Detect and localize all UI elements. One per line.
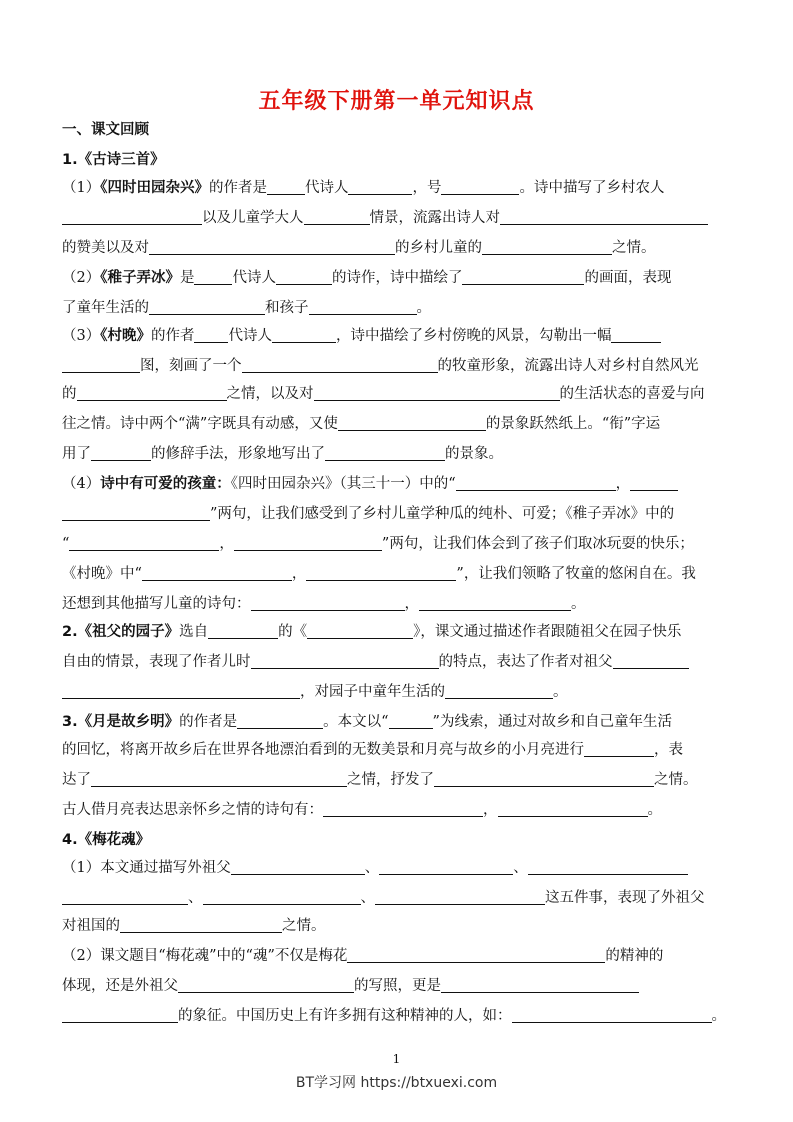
item1-p3-line4: 往之情。诗中两个“满”字既具有动感，又使 的景象跃然纸上。“衔”字运 — [62, 416, 661, 432]
fill-blank[interactable] — [441, 977, 639, 993]
item4-p2-line1: （2）课文题目“梅花魂”中的“魂”不仅是梅花 的精神的 — [62, 948, 664, 964]
fill-blank[interactable] — [203, 889, 361, 905]
item4-heading: 4.《梅花魂》 — [62, 832, 151, 848]
fill-blank[interactable] — [309, 299, 417, 315]
fill-blank[interactable] — [77, 385, 227, 401]
fill-blank[interactable] — [500, 209, 708, 225]
item1-p2-line1: （2）《稚子弄冰》是 代诗人 的诗作，诗中描绘了 的画面，表现 — [62, 270, 672, 286]
fill-blank[interactable] — [91, 445, 151, 461]
fill-blank[interactable] — [482, 239, 612, 255]
item3-line4: 古人借月亮表达思亲怀乡之情的诗句有： ， 。 — [62, 802, 662, 818]
item4-p1-line2: 、 、 这五件事，表现了外祖父 — [62, 886, 734, 910]
fill-blank[interactable] — [630, 475, 678, 491]
fill-blank[interactable] — [149, 239, 395, 255]
fill-blank[interactable] — [528, 859, 688, 875]
fill-blank[interactable] — [347, 947, 605, 963]
fill-blank[interactable] — [231, 859, 365, 875]
item4-p2-line3: 的象征。中国历史上有许多拥有这种精神的人，如： 。 — [62, 1004, 734, 1028]
fill-blank[interactable] — [389, 713, 433, 729]
fill-blank[interactable] — [338, 415, 486, 431]
fill-blank[interactable] — [272, 327, 336, 343]
item1-p1-line2: 以及儿童学大人 情景，流露出诗人对 — [62, 206, 734, 230]
item4-p2-line2: 体现，还是外祖父 的写照，更是 — [62, 974, 734, 998]
fill-blank[interactable] — [194, 327, 228, 343]
item1-p3-line5: 用了 的修辞手法，形象地写出了 的景象。 — [62, 446, 503, 462]
fill-blank[interactable] — [434, 771, 654, 787]
fill-blank[interactable] — [348, 179, 412, 195]
fill-blank[interactable] — [304, 209, 370, 225]
fill-blank[interactable] — [307, 623, 413, 639]
fill-blank[interactable] — [194, 269, 232, 285]
item3-line3: 达了 之情，抒发了 之情。 — [62, 772, 698, 788]
fill-blank[interactable] — [178, 977, 354, 993]
fill-blank[interactable] — [584, 741, 654, 757]
fill-blank[interactable] — [512, 1007, 712, 1023]
fill-blank[interactable] — [419, 595, 571, 611]
fill-blank[interactable] — [142, 565, 292, 581]
fill-blank[interactable] — [314, 385, 560, 401]
page-title: 五年级下册第一单元知识点 — [258, 89, 535, 114]
fill-blank[interactable] — [323, 801, 483, 817]
item2-line1: 2.《祖父的园子》选自 的《 》，课文通过描述作者跟随祖父在园子快乐 — [62, 624, 682, 640]
item1-p4-line2: ”两句，让我们感受到了乡村儿童学种瓜的纯朴、可爱；《稚子弄冰》中的 — [62, 502, 734, 526]
fill-blank[interactable] — [69, 535, 219, 551]
item1-p4-line5: 还想到其他描写儿童的诗句： ， 。 — [62, 596, 586, 612]
item4-p1-line1: （1）本文通过描写外祖父 、 、 — [62, 856, 734, 880]
fill-blank[interactable] — [325, 445, 445, 461]
fill-blank[interactable] — [498, 801, 648, 817]
item3-line2: 的回忆，将离开故乡后在世界各地漂泊看到的无数美景和月亮与故乡的小月亮进行 ，表 — [62, 742, 683, 758]
fill-blank[interactable] — [149, 299, 265, 315]
fill-blank[interactable] — [379, 859, 513, 875]
fill-blank[interactable] — [208, 623, 278, 639]
fill-blank[interactable] — [62, 505, 210, 521]
item2-line2: 自由的情景，表现了作者儿时 的特点，表达了作者对祖父 — [62, 650, 734, 674]
item1-p2-line2: 了童年生活的 和孩子 。 — [62, 300, 431, 316]
item1-p1-line1: （1）《四时田园杂兴》的作者是 代诗人 ，号 。诗中描写了乡村农人 — [62, 180, 665, 196]
page-number: 1 — [392, 1052, 401, 1066]
fill-blank[interactable] — [611, 327, 661, 343]
fill-blank[interactable] — [276, 269, 332, 285]
item1-p3-line3: 的 之情，以及对 的生活状态的喜爱与向 — [62, 386, 705, 402]
fill-blank[interactable] — [251, 595, 405, 611]
fill-blank[interactable] — [62, 889, 188, 905]
fill-blank[interactable] — [375, 889, 545, 905]
fill-blank[interactable] — [267, 179, 305, 195]
item1-p3-line1: （3）《村晚》的作者 代诗人 ，诗中描绘了乡村傍晚的风景，勾勒出一幅 — [62, 324, 734, 348]
section-heading: 一、课文回顾 — [62, 122, 149, 138]
item2-line3: ，对园子中童年生活的 。 — [62, 680, 734, 704]
site-watermark: BT学习网 https://btxuexi.com — [295, 1075, 498, 1091]
fill-blank[interactable] — [456, 475, 616, 491]
fill-blank[interactable] — [120, 917, 282, 933]
fill-blank[interactable] — [251, 653, 439, 669]
fill-blank[interactable] — [62, 1007, 178, 1023]
fill-blank[interactable] — [237, 713, 323, 729]
fill-blank[interactable] — [441, 179, 519, 195]
fill-blank[interactable] — [62, 683, 300, 699]
fill-blank[interactable] — [445, 683, 553, 699]
item1-p4-line4: 《村晚》中“ ， ”，让我们领略了牧童的悠闲自在。我 — [62, 566, 696, 582]
fill-blank[interactable] — [613, 653, 689, 669]
item4-p1-line3: 对祖国的 之情。 — [62, 918, 326, 934]
item1-p1-line3: 的赞美以及对 的乡村儿童的 之情。 — [62, 240, 656, 256]
item1-p3-line2: 图，刻画了一个 的牧童形象，流露出诗人对乡村自然风光 — [62, 354, 734, 378]
item3-line1: 3.《月是故乡明》的作者是 。本文以“ ”为线索，通过对故乡和自己童年生活 — [62, 714, 672, 730]
item1-heading: 1.《古诗三首》 — [62, 152, 165, 168]
item1-p4-line3: “ ， ”两句，让我们体会到了孩子们取冰玩耍的快乐； — [62, 536, 694, 552]
fill-blank[interactable] — [91, 771, 347, 787]
item1-p4-line1: （4）诗中有可爱的孩童：《四时田园杂兴》（其三十一）中的“ ， — [62, 472, 734, 496]
fill-blank[interactable] — [462, 269, 584, 285]
fill-blank[interactable] — [242, 357, 438, 373]
fill-blank[interactable] — [62, 209, 202, 225]
fill-blank[interactable] — [234, 535, 382, 551]
fill-blank[interactable] — [306, 565, 456, 581]
fill-blank[interactable] — [62, 357, 140, 373]
